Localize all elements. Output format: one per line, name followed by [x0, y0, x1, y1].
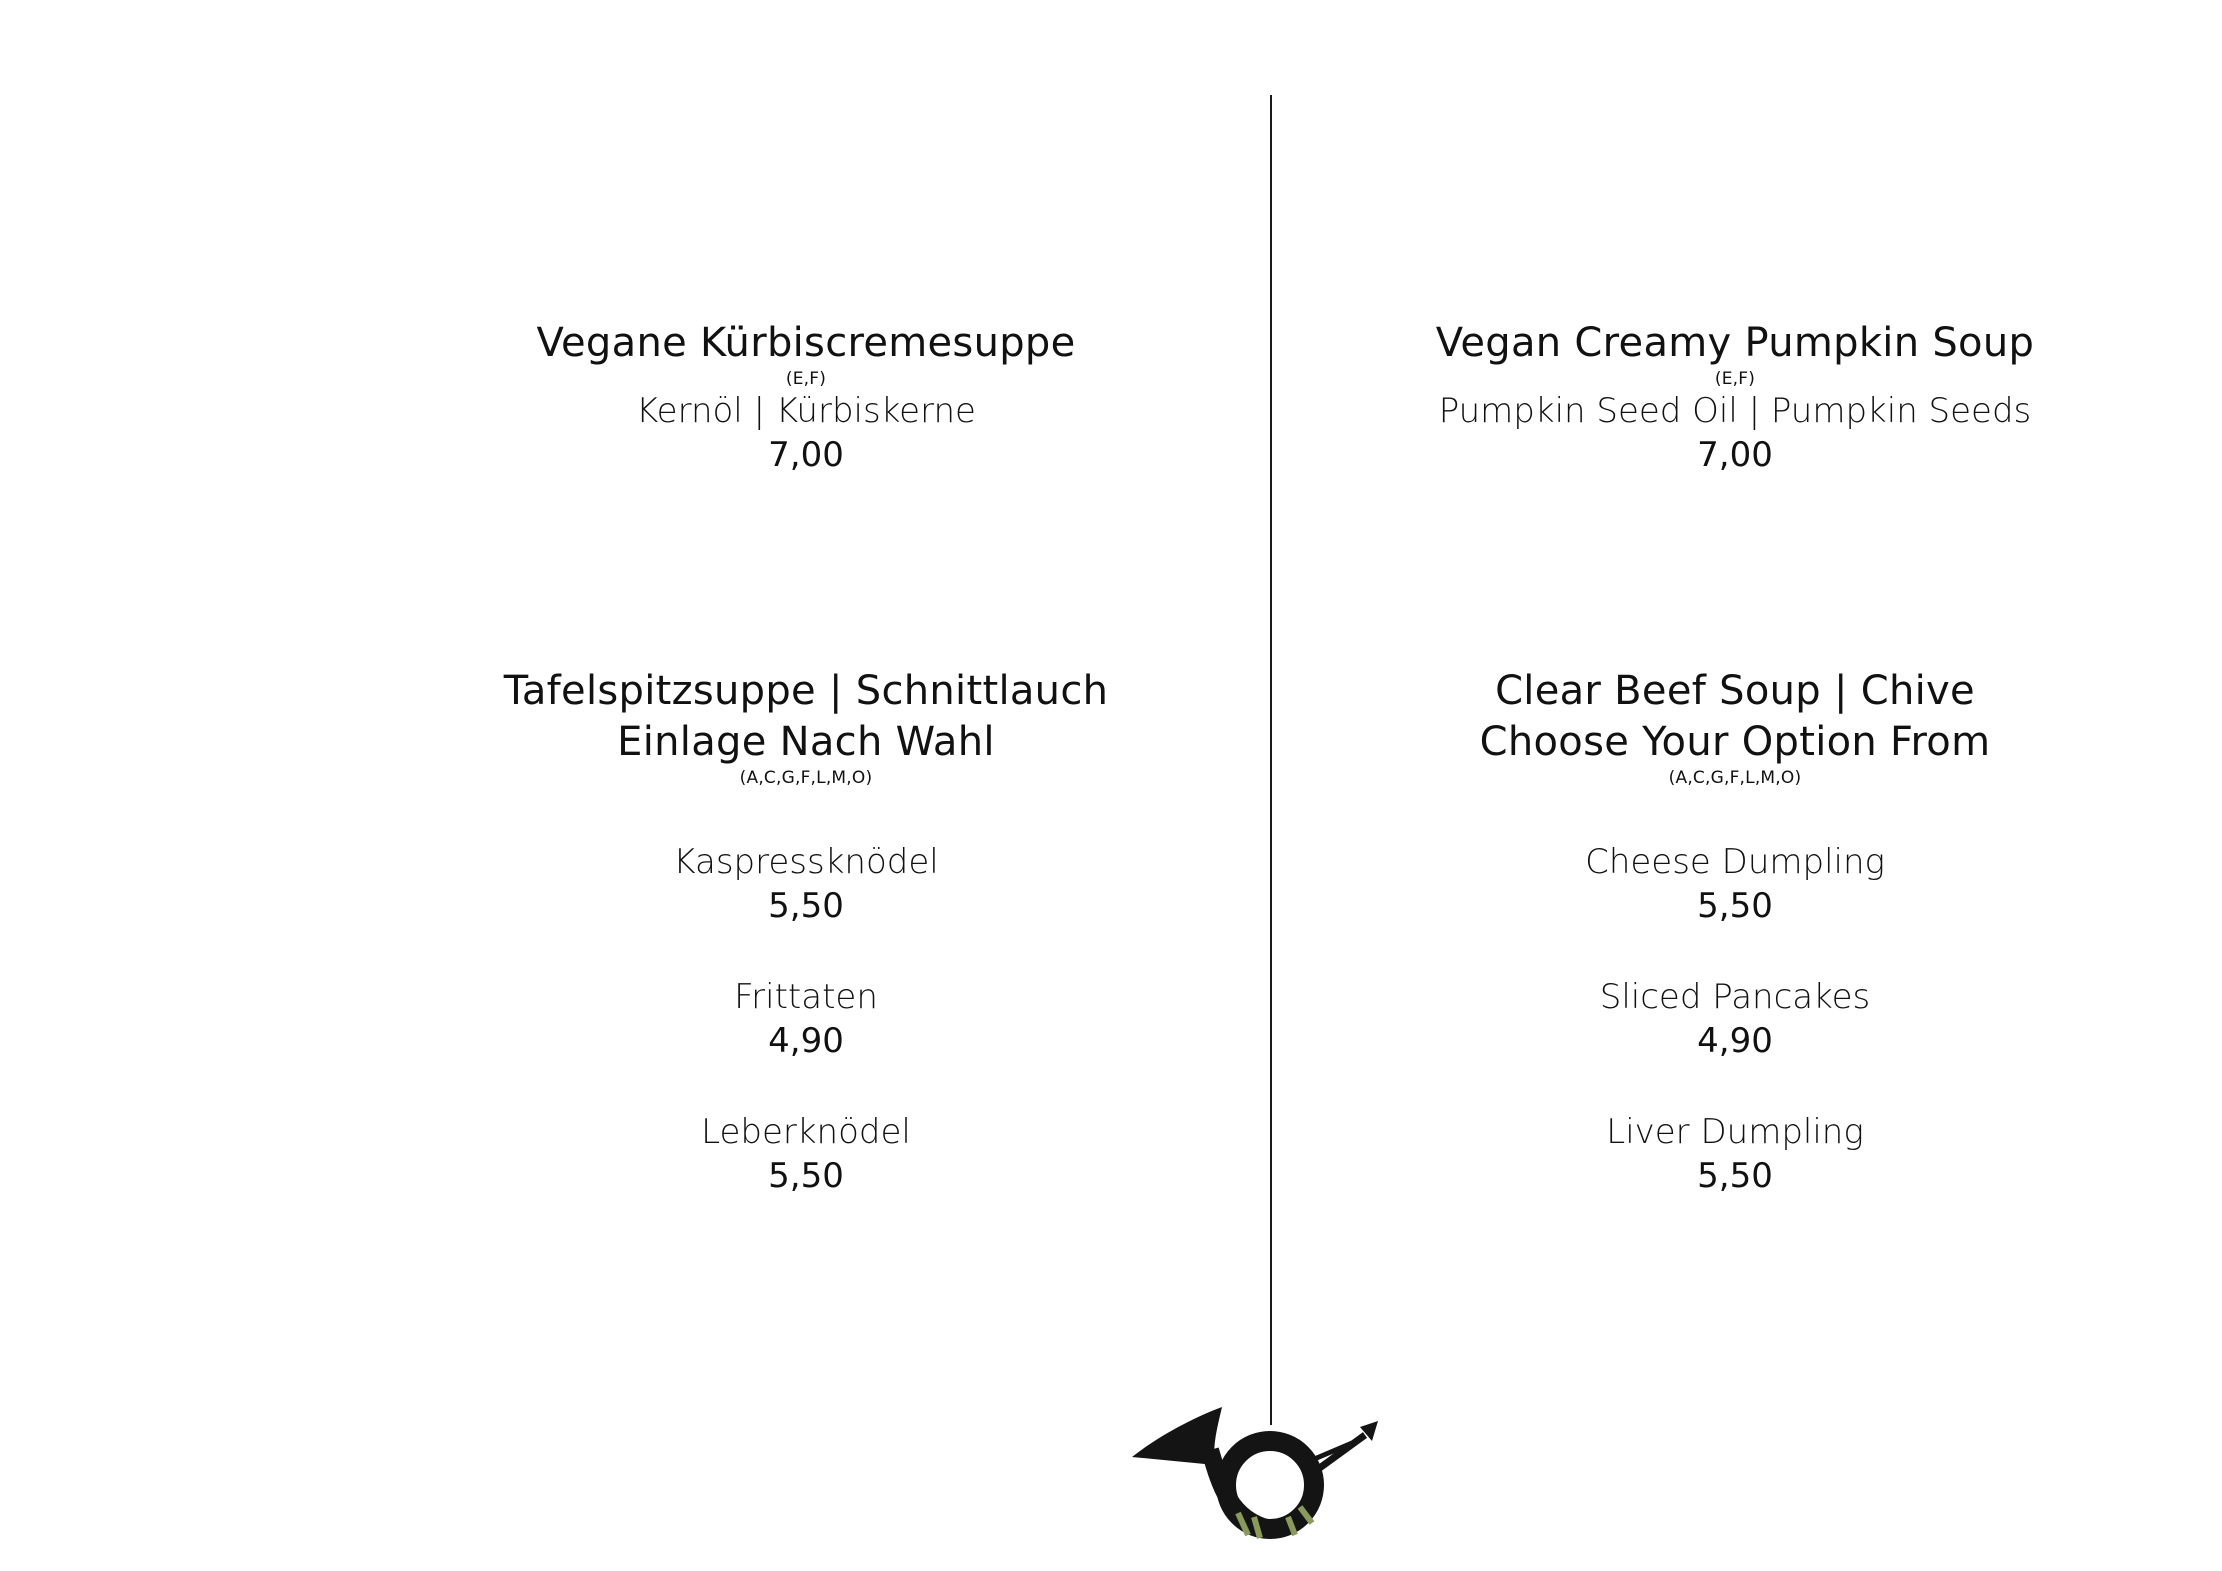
- dish-title: Vegane Kürbiscremesuppe: [536, 320, 1076, 366]
- option-item: [356, 1110, 1256, 1198]
- dish-title: Clear Beef Soup | Chive: [1495, 668, 1975, 714]
- dish-description: Kernöl | Kürbiskerne: [636, 391, 976, 431]
- option-name: Cheese Dumpling: [1585, 842, 1885, 882]
- soup-item-beef: [356, 666, 1256, 788]
- option-name: Liver Dumpling: [1606, 1112, 1864, 1152]
- option-item: [1285, 840, 2185, 928]
- soup-item-beef: [1285, 666, 2185, 788]
- allergen-codes: (E,F): [785, 369, 827, 389]
- dish-title: Vegan Creamy Pumpkin Soup: [1435, 320, 2035, 366]
- center-divider-line: [1270, 95, 1272, 1425]
- option-price: 5,50: [1697, 886, 1773, 926]
- allergen-codes: (E,F): [1714, 369, 1756, 389]
- option-price: 5,50: [1697, 1156, 1773, 1196]
- option-price: 4,90: [1697, 1021, 1773, 1061]
- option-price: 5,50: [768, 886, 844, 926]
- soup-item-pumpkin: [356, 318, 1256, 477]
- option-name: Frittaten: [734, 977, 878, 1017]
- option-name: Kaspressknödel: [673, 842, 939, 882]
- dish-title: Tafelspitzsuppe | Schnittlauch: [503, 668, 1109, 714]
- option-name: Sliced Pancakes: [1599, 977, 1871, 1017]
- allergen-codes: (A,C,G,F,L,M,O): [739, 768, 873, 788]
- option-item: [1285, 1110, 2185, 1198]
- soup-item-pumpkin: [1285, 318, 2185, 477]
- dish-description: Pumpkin Seed Oil | Pumpkin Seeds: [1438, 391, 2032, 431]
- dish-subtitle: Choose Your Option From: [1479, 719, 1991, 765]
- option-item: [356, 975, 1256, 1063]
- option-price: 5,50: [768, 1156, 844, 1196]
- dish-price: 7,00: [1697, 435, 1773, 475]
- dish-subtitle: Einlage Nach Wahl: [617, 719, 995, 765]
- option-price: 4,90: [768, 1021, 844, 1061]
- dish-price: 7,00: [768, 435, 844, 475]
- option-name: Leberknödel: [701, 1112, 911, 1152]
- option-item: [356, 840, 1256, 928]
- allergen-codes: (A,C,G,F,L,M,O): [1668, 768, 1802, 788]
- post-horn-icon: [1120, 1395, 1390, 1545]
- option-item: [1285, 975, 2185, 1063]
